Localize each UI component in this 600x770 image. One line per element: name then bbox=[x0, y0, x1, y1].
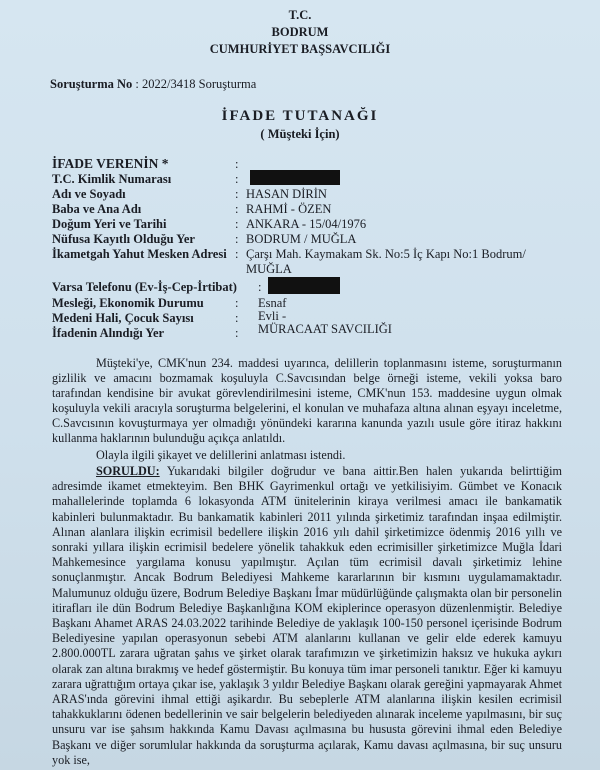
phone-redaction bbox=[268, 277, 340, 294]
parents-value: RAHMİ - ÖZEN bbox=[246, 202, 332, 216]
place-value: MÜRACAAT SAVCILIĞI bbox=[258, 322, 392, 336]
field-colon: : bbox=[235, 202, 239, 216]
tc-number-redaction bbox=[250, 170, 340, 185]
header-line-office: CUMHURİYET BAŞSAVCILIĞI bbox=[209, 42, 391, 56]
header-line-tc: T.C. bbox=[288, 8, 312, 22]
field-colon: : bbox=[235, 232, 239, 246]
question-label: SORULDU: bbox=[96, 464, 160, 478]
field-colon: : bbox=[235, 247, 239, 261]
marital-value: Evli - bbox=[258, 309, 287, 323]
field-heading: İFADE VERENİN * bbox=[52, 156, 169, 171]
file-number-value: 2022/3418 Soruşturma bbox=[142, 77, 257, 91]
statement-paragraph bbox=[52, 464, 562, 768]
address-value-line2: MUĞLA bbox=[246, 262, 292, 276]
field-colon: : bbox=[235, 172, 239, 186]
name-value: HASAN DİRİN bbox=[246, 187, 327, 201]
field-colon: : bbox=[235, 296, 239, 310]
statement-text: Yukarıdaki bilgiler doğrudur ve bana aittir.Ben halen yukarıda belirttiğim adresimde ikamet etmekteyim. Ben BHK Gayrimenkul ortağı ve yetkilisiyim. Gümbet ve Konacık mahallelerinde toplamda 6 lokasyonda ATM ünitelerinin kiraya verilmesi amacı ile bankamatik kabinleri bulunmaktadır. Bu bankamatik kabinleri 2011 yılında şirketimiz tarafından inşaa edilmiştir. Alınan alanlara ilişkin ecrimisil bedellere ilişkin 2016 yılı dahil şirketimizce ödenmiş 2016 yıllı ve sonraki yıllara ilişkin ecrimisil bedelere yönelik tahakkuk eden ecrimisiller şirketimizce Muğla İdari Mahkemesince yargılama konusu yapılmıştır. Açılan tüm ecrimisil davalı şirketimiz lehine sonuçlanmıştır. Ancak Bodrum Belediyesi Mahkeme kararlarının bir kısmını uygulamamaktadır. Malumunuz olduğu üzere, Bodrum Belediye Başkanı İmar müdürlüğünde çalışmakta olan bir personelin itirafları ile dün Bodrum Belediye Başkanlığına KOM ekiplerince operasyon düzenlenmiştir. Belediye Başkanı Ahamet ARAS 24.03.2022 tarihinde Belediye de yaklaşık 100-150 personel içerisinde Bodrum Belediyesine yapılan operasyonun sebebi ATM alanlarını kullanan ve gelir elde ederek kamuyu 2.800.000TL zarara uğratan şahıs ve şirket olarak tarafımızın ve şirketimizin haksız ve hukuka aykırı olarak zan altına bırakmış ve hedef göstermiştir. Bu konuya tüm imar personeli tanıktır. Eğer ki kamuyu zarara uğrattığım ortaya çıkar ise, yaklaşık 3 yıldır Belediye Başkanı olarak gereğini yapmayarak Ahmet ARAS'ında görevini ihmal ettiği aşikardır. Bu sebeplerle ATM alanlarına ilişkin kesilen ecrimisil tahakkuklarını ödenen bedellerinin ve sair belgelerin belediyeden alınarak inceleme yapılmasını, bir suç unsuru var ise şahsım hakkında Kamu Davası açılmasına bu hususta görevini ihmal eden Belediye Başkanı ve diğer sorumlular hakkında da soruşturma açılarak, Kamu davası açılmasına, bir suç unsuru yok ise, bbox=[52, 464, 562, 767]
file-number-label: Soruşturma No bbox=[50, 77, 133, 91]
job-label: Mesleği, Ekonomik Durumu bbox=[52, 296, 204, 310]
name-label: Adı ve Soyadı bbox=[52, 187, 126, 201]
phone-label: Varsa Telefonu (Ev-İş-Cep-İrtibat) bbox=[52, 280, 237, 294]
file-number bbox=[50, 77, 256, 92]
document-subtitle: ( Müşteki İçin) bbox=[260, 127, 340, 141]
place-label: İfadenin Alındığı Yer bbox=[52, 326, 165, 340]
birth-value: ANKARA - 15/04/1976 bbox=[246, 217, 367, 231]
field-colon: : bbox=[258, 280, 262, 294]
rights-paragraph bbox=[52, 356, 562, 447]
address-value-line1: Çarşı Mah. Kaymakam Sk. No:5 İç Kapı No:1 Bodrum/ bbox=[246, 247, 526, 261]
address-label: İkametgah Yahut Mesken Adresi bbox=[52, 247, 227, 261]
job-value: Esnaf bbox=[258, 296, 287, 310]
registry-label: Nüfusa Kayıtlı Olduğu Yer bbox=[52, 232, 195, 246]
field-colon: : bbox=[235, 157, 239, 171]
file-number-sep: : bbox=[132, 77, 143, 91]
parents-label: Baba ve Ana Adı bbox=[52, 202, 142, 216]
field-colon: : bbox=[235, 217, 239, 231]
field-colon: : bbox=[235, 311, 239, 325]
rights-text: Müşteki'ye, CMK'nun 234. maddesi uyarınca, delillerin toplanmasını isteme, soruşturmanın gizlilik ve amacını bozmamak koşuluyla C.Savcısından belge örneği isteme, vekili yoksa baro tarafından kendisine bir avukat görevlendirilmesini isteme, CMK'nun 153. maddesine uygun olmak koşuluyla vekili aracıyla soruşturma belgelerini, el konulan ve muhafaza altına alınan eşyayı inceletme, C.Savcısının kovuşturmaya yer olmadığı yönündeki kararına kanunda yazılı usule göre itiraz hakkını kullanma haklarının bulunduğu açıkça anlatıldı. bbox=[52, 356, 562, 446]
header-line-city: BODRUM bbox=[271, 25, 329, 39]
marital-label: Medeni Hali, Çocuk Sayısı bbox=[52, 311, 194, 325]
birth-label: Doğum Yeri ve Tarihi bbox=[52, 217, 167, 231]
field-colon: : bbox=[235, 326, 239, 340]
request-paragraph bbox=[52, 448, 562, 463]
registry-value: BODRUM / MUĞLA bbox=[246, 232, 357, 246]
field-colon: : bbox=[235, 187, 239, 201]
document-title: İFADE TUTANAĞI bbox=[221, 108, 379, 124]
request-text: Olayla ilgili şikayet ve delillerini anlatması istendi. bbox=[96, 448, 346, 462]
tc-number-label: T.C. Kimlik Numarası bbox=[52, 172, 172, 186]
